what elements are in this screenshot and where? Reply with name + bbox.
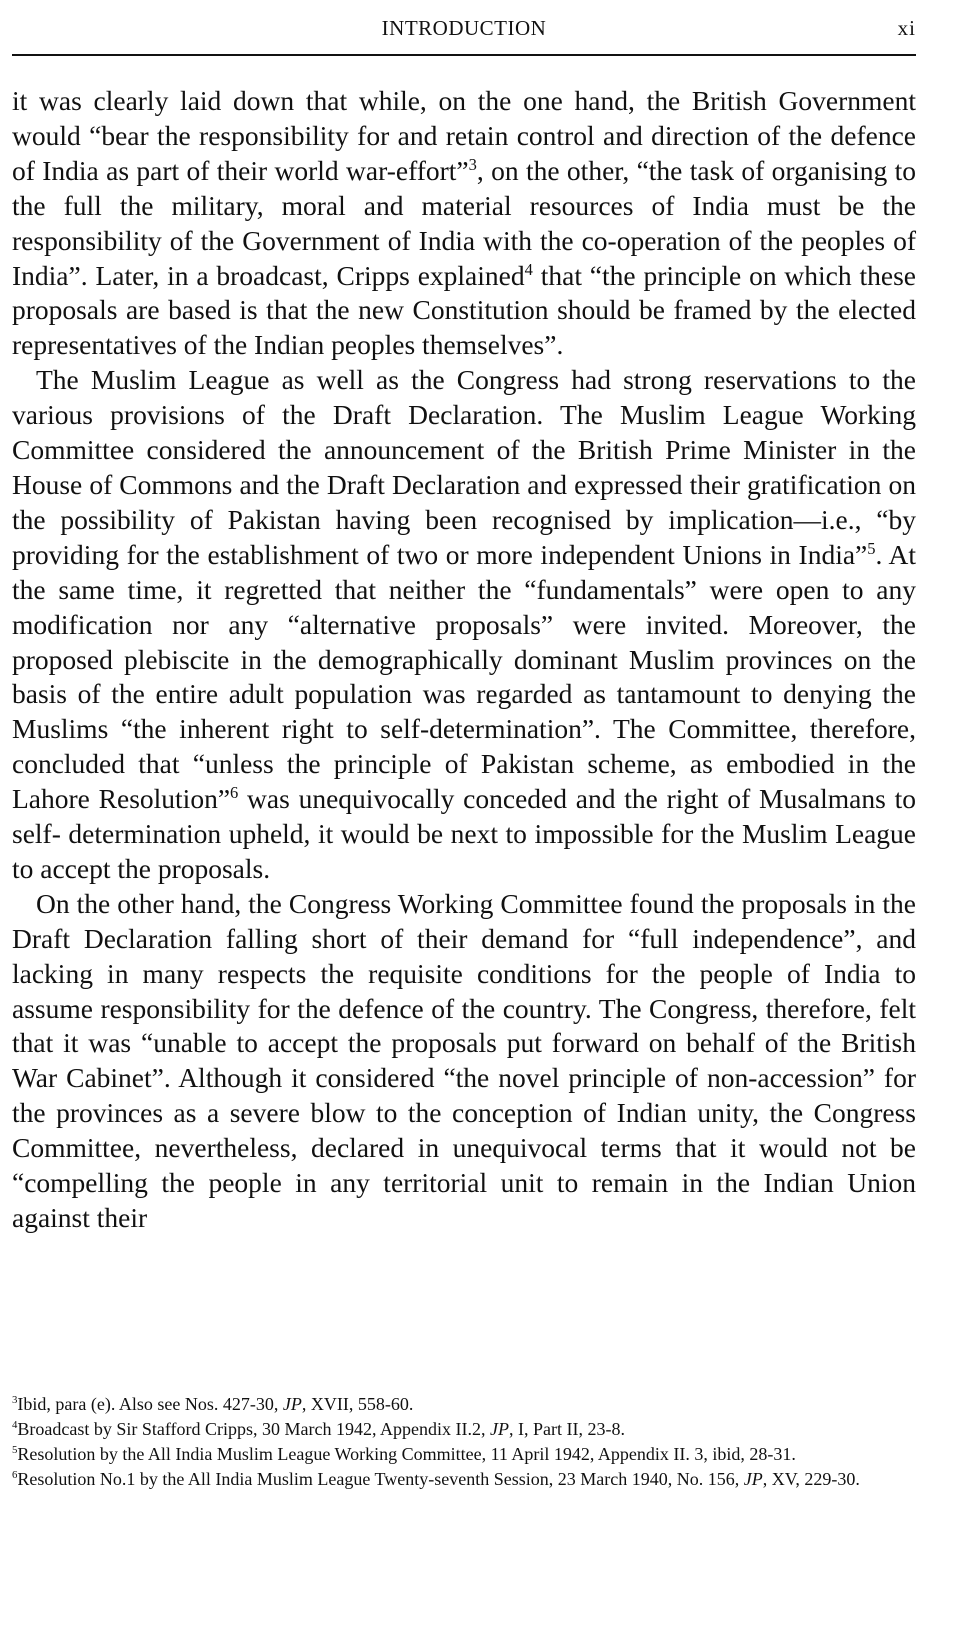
paragraph-1 [12,84,916,363]
footnote-text: Resolution by the All India Muslim League Working Committee, 11 April 1942, Appendix II. 3, ibid, 28-31. [17,1444,796,1464]
footnote-mark: 3 [12,1394,18,1406]
footnote-text: Ibid, para (e). Also see Nos. 427-30, [17,1394,283,1414]
running-header [12,12,916,42]
footnote-mark: 4 [12,1419,18,1431]
text-run: . At the same time, it regretted that neither the “fundamentals” were open to any modification nor any “alternative proposals” were invited. Moreover, the proposed plebiscite in the demographically dominant Muslim provinces on the basis of the entire adult population was regarded as tantamount to denying the Muslims “the inherent right to self-determination”. The Committee, therefore, concluded that “unless the principle of Pakistan scheme, as embodied in the Lahore Resolution” [12,538,917,815]
running-title: INTRODUCTION [381,16,547,40]
footnote-ref-3: 3 [468,154,477,174]
footnote-6 [12,1467,916,1492]
paragraph-3 [12,887,916,1236]
text-run: it was clearly laid down that while, on the one hand, the British Government would “bear the responsibility for and retain control and direction of the defence of India as part of their world war-effort” [12,85,916,186]
paragraph-2 [12,363,916,887]
text-run: On the other hand, the Congress Working Committee found the proposals in the Draft Declaration falling short of their demand for “full independence”, and lacking in many respects the requisite conditions for the people of India to assume responsibility for the defence of the country. The Congress, therefore, felt that it was “unable to accept the proposals put forward on behalf of the British War Cabinet”. Although it considered “the novel principle of non-accession” for the provinces as a severe blow to the conception of Indian unity, the Congress Committee, nevertheless, declared in unequivocal terms that it would not be “compelling the people in any territorial unit to remain in the Indian Union against their [12,887,916,1233]
footnote-5 [12,1442,916,1467]
footnote-mark: 6 [12,1469,18,1481]
footnote-mark: 5 [12,1444,18,1456]
body-text [12,84,916,1236]
footnote-ref-5: 5 [867,538,876,558]
footnote-text: Resolution No.1 by the All India Muslim League Twenty-seventh Session, 23 March 1940, No. 156, [17,1469,744,1489]
text-run: , on the other, “the task of organising to the full the military, moral and material resources of India must be the responsibility of the Government of India with the co-operation of the peoples of India”. Later, in a broadcast, Cripps explained [12,154,916,291]
footnote-ref-6: 6 [230,782,239,802]
footnote-italic: JP [743,1469,763,1489]
page-number: xi [897,16,916,40]
text-run: The Muslim League as well as the Congress had strong reservations to the various provisions of the Draft Declaration. The Muslim League Working Committee considered the announcement of the British Prime Minister in the House of Commons and the Draft Declaration and expressed their gratification on the possibility of Pakistan having been recognised by implication—i.e., “by providing for the establishment of two or more independent Unions in India” [12,364,916,570]
footnote-italic: JP [490,1419,509,1439]
footnote-text: Broadcast by Sir Stafford Cripps, 30 March 1942, Appendix II.2, [17,1419,491,1439]
footnote-3 [12,1392,916,1417]
footnote-4 [12,1417,916,1442]
footnote-text: , XV, 229-30. [762,1469,860,1489]
footnote-italic: JP [282,1394,302,1414]
footnotes [12,1392,916,1492]
text-run: was unequivocally conceded and the right of Musalmans to self- determination upheld, it would be next to impossible for the Muslim League to accept the proposals. [12,783,917,884]
text-run: that “the principle on which these proposals are based is that the new Constitution should be framed by the elected representatives of the Indian peoples themselves”. [12,259,916,361]
header-rule [12,54,916,56]
footnote-ref-4: 4 [524,259,533,279]
footnote-text: , XVII, 558-60. [301,1394,414,1414]
footnote-text: , I, Part II, 23-8. [509,1419,625,1439]
